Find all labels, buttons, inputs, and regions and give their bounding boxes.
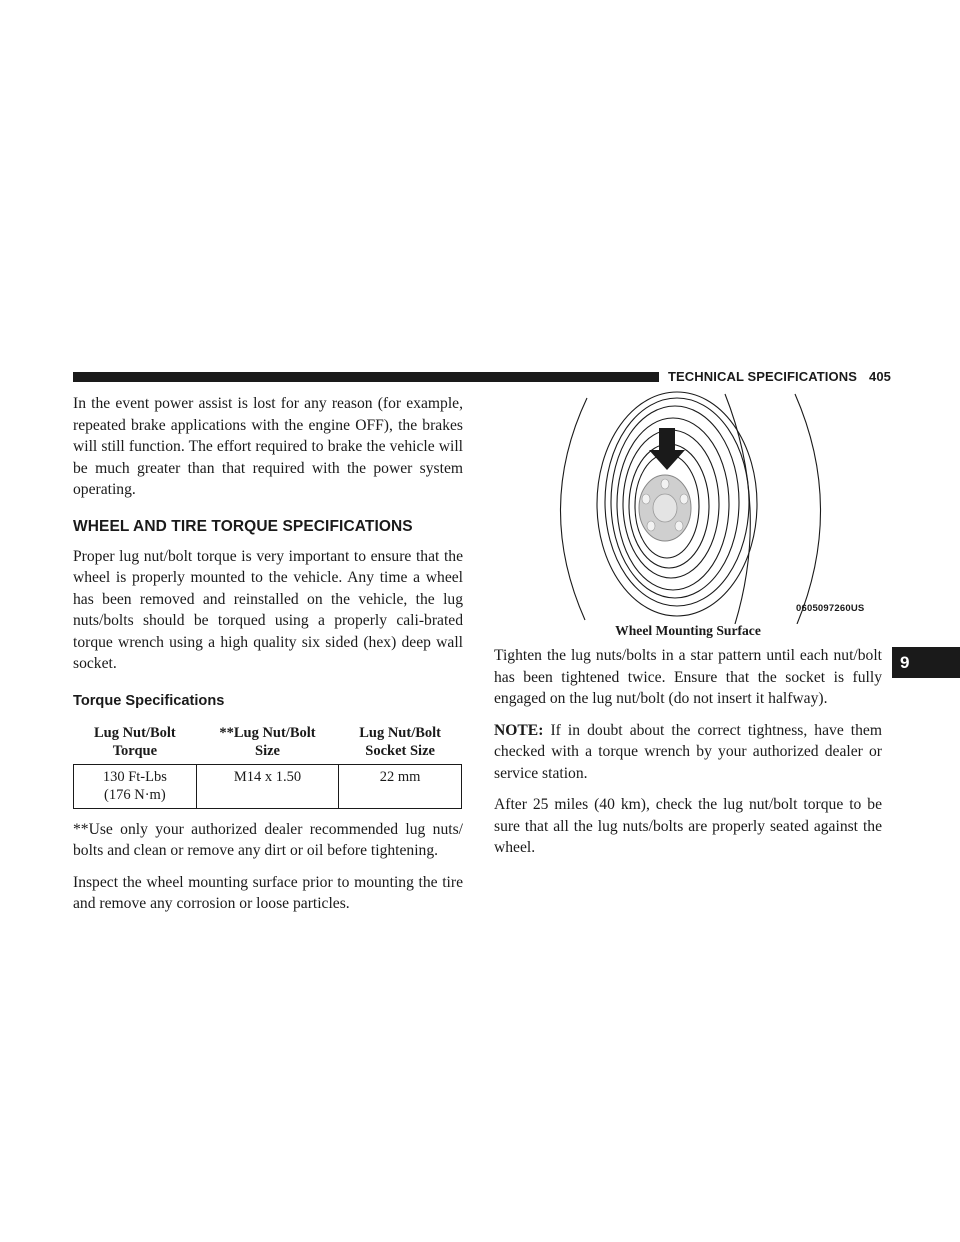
column-header: Lug Nut/Bolt Torque (74, 724, 197, 765)
note-label: NOTE: (494, 721, 544, 739)
note-text: If in doubt about the correct tightness, have them checked with a torque wrench by your authorized dealer or service station. (494, 721, 882, 782)
wheel-mounting-illustration (545, 388, 895, 624)
table-cell: 130 Ft-Lbs (176 N·m) (74, 764, 197, 808)
table-header-row (74, 724, 462, 765)
section-title: TECHNICAL SPECIFICATIONS (668, 369, 857, 384)
column-header: Lug Nut/Bolt Socket Size (339, 724, 462, 765)
check-paragraph: After 25 miles (40 km), check the lug nut/bolt torque to be sure that all the lug nuts/bolts are properly seated against the wheel. (494, 796, 882, 856)
torque-paragraph: Proper lug nut/bolt torque is very important to ensure that the wheel is properly mounted to the vehicle. Any time a wheel has been removed and reinstalled on the vehicle, the lug nuts/bolts should be torqued using a properly cali-brated torque wrench using a high quality six sided (hex) deep wall socket. (73, 547, 463, 672)
table-heading: Torque Specifications (73, 692, 225, 709)
intro-paragraph: In the event power assist is lost for any reason (for example, repeated brake applications with the engine OFF), the brakes will still function. The effort required to brake the vehicle will be much greater than that required with the power system operating. (73, 395, 463, 498)
table-row (74, 764, 462, 808)
left-column (73, 393, 463, 915)
inspect-paragraph: Inspect the wheel mounting surface prior to mounting the tire and remove any corrosion or loose particles. (73, 873, 463, 912)
figure-caption: Wheel Mounting Surface (615, 623, 761, 638)
footnote: **Use only your authorized dealer recommended lug nuts/ bolts and clean or remove any dirt or oil before tightening. (73, 820, 463, 859)
figure-code: 0605097260US (796, 603, 865, 614)
torque-spec-table (73, 724, 462, 809)
page-number: 405 (868, 369, 891, 384)
table-cell: M14 x 1.50 (196, 764, 339, 808)
running-header (668, 369, 891, 384)
header-rule (73, 372, 659, 382)
table-cell: 22 mm (339, 764, 462, 808)
chapter-tab: 9 (892, 647, 960, 678)
column-header: **Lug Nut/Bolt Size (196, 724, 339, 765)
right-column (494, 645, 882, 859)
tighten-paragraph: Tighten the lug nuts/bolts in a star pattern until each nut/bolt has been tightened twice. Ensure that the socket is fully engaged on the lug nut/bolt (do not insert it halfway). (494, 647, 882, 707)
note-paragraph (494, 720, 882, 785)
section-heading: WHEEL AND TIRE TORQUE SPECIFICATIONS (73, 517, 413, 535)
